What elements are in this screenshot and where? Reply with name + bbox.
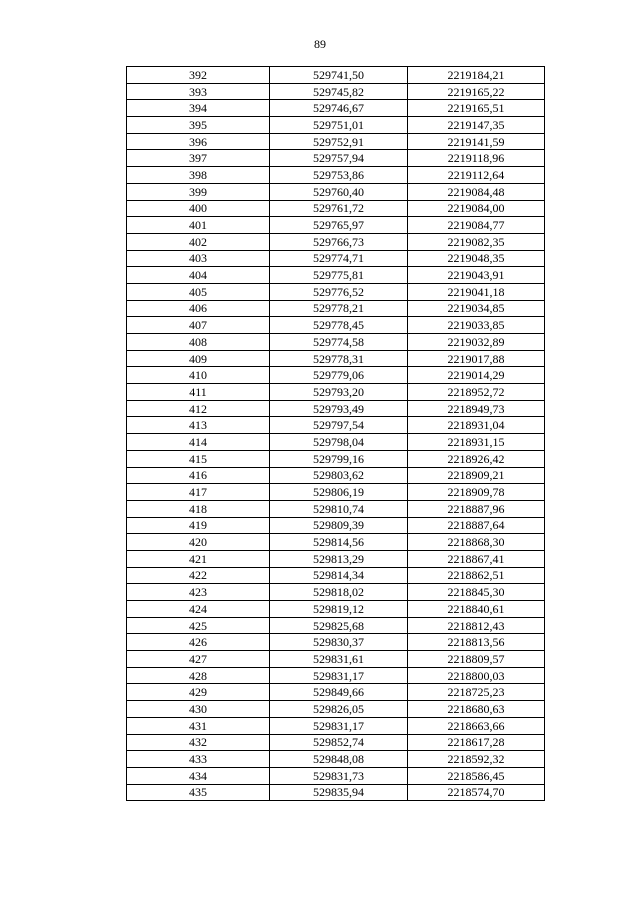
y-coordinate-cell: 2219082,35	[408, 233, 545, 250]
table-row	[127, 534, 545, 551]
x-coordinate-cell: 529753,86	[270, 167, 408, 184]
x-coordinate-cell: 529819,12	[270, 601, 408, 618]
x-coordinate-cell: 529779,06	[270, 367, 408, 384]
x-coordinate-cell: 529848,08	[270, 751, 408, 768]
x-coordinate-cell: 529776,52	[270, 283, 408, 300]
table-row	[127, 550, 545, 567]
y-coordinate-cell: 2218812,43	[408, 617, 545, 634]
x-coordinate-cell: 529746,67	[270, 100, 408, 117]
point-number-cell: 427	[127, 651, 270, 668]
table-row	[127, 300, 545, 317]
point-number-cell: 432	[127, 734, 270, 751]
point-number-cell: 423	[127, 584, 270, 601]
point-number-cell: 417	[127, 484, 270, 501]
point-number-cell: 430	[127, 701, 270, 718]
y-coordinate-cell: 2218800,03	[408, 667, 545, 684]
y-coordinate-cell: 2219165,22	[408, 83, 545, 100]
x-coordinate-cell: 529830,37	[270, 634, 408, 651]
point-number-cell: 433	[127, 751, 270, 768]
x-coordinate-cell: 529818,02	[270, 584, 408, 601]
table-row	[127, 617, 545, 634]
table-row	[127, 784, 545, 801]
x-coordinate-cell: 529826,05	[270, 701, 408, 718]
table-row	[127, 117, 545, 134]
y-coordinate-cell: 2218887,64	[408, 517, 545, 534]
table-row	[127, 651, 545, 668]
table-row	[127, 200, 545, 217]
y-coordinate-cell: 2219032,89	[408, 334, 545, 351]
point-number-cell: 425	[127, 617, 270, 634]
y-coordinate-cell: 2219184,21	[408, 67, 545, 84]
point-number-cell: 421	[127, 550, 270, 567]
table-row	[127, 67, 545, 84]
point-number-cell: 396	[127, 133, 270, 150]
table-row	[127, 400, 545, 417]
x-coordinate-cell: 529760,40	[270, 183, 408, 200]
y-coordinate-cell: 2218909,21	[408, 467, 545, 484]
point-number-cell: 429	[127, 684, 270, 701]
y-coordinate-cell: 2218663,66	[408, 717, 545, 734]
table-row	[127, 434, 545, 451]
point-number-cell: 431	[127, 717, 270, 734]
table-row	[127, 500, 545, 517]
y-coordinate-cell: 2218586,45	[408, 767, 545, 784]
table-row	[127, 350, 545, 367]
table-row	[127, 384, 545, 401]
table-row	[127, 367, 545, 384]
table-row	[127, 767, 545, 784]
table-row	[127, 217, 545, 234]
table-row	[127, 417, 545, 434]
y-coordinate-cell: 2218909,78	[408, 484, 545, 501]
y-coordinate-cell: 2219141,59	[408, 133, 545, 150]
x-coordinate-cell: 529778,45	[270, 317, 408, 334]
table-row	[127, 167, 545, 184]
table-row	[127, 634, 545, 651]
coordinates-table	[126, 66, 545, 801]
y-coordinate-cell: 2218725,23	[408, 684, 545, 701]
table-row	[127, 467, 545, 484]
x-coordinate-cell: 529752,91	[270, 133, 408, 150]
point-number-cell: 394	[127, 100, 270, 117]
x-coordinate-cell: 529751,01	[270, 117, 408, 134]
point-number-cell: 402	[127, 233, 270, 250]
table-row	[127, 701, 545, 718]
y-coordinate-cell: 2219014,29	[408, 367, 545, 384]
point-number-cell: 419	[127, 517, 270, 534]
point-number-cell: 401	[127, 217, 270, 234]
point-number-cell: 397	[127, 150, 270, 167]
point-number-cell: 408	[127, 334, 270, 351]
y-coordinate-cell: 2219165,51	[408, 100, 545, 117]
point-number-cell: 404	[127, 267, 270, 284]
point-number-cell: 424	[127, 601, 270, 618]
x-coordinate-cell: 529765,97	[270, 217, 408, 234]
y-coordinate-cell: 2219084,48	[408, 183, 545, 200]
x-coordinate-cell: 529814,34	[270, 567, 408, 584]
y-coordinate-cell: 2218574,70	[408, 784, 545, 801]
y-coordinate-cell: 2219033,85	[408, 317, 545, 334]
table-row	[127, 684, 545, 701]
y-coordinate-cell: 2218840,61	[408, 601, 545, 618]
y-coordinate-cell: 2219084,77	[408, 217, 545, 234]
point-number-cell: 414	[127, 434, 270, 451]
y-coordinate-cell: 2218931,15	[408, 434, 545, 451]
x-coordinate-cell: 529831,17	[270, 667, 408, 684]
point-number-cell: 405	[127, 283, 270, 300]
y-coordinate-cell: 2219041,18	[408, 283, 545, 300]
table-row	[127, 751, 545, 768]
x-coordinate-cell: 529849,66	[270, 684, 408, 701]
table-row	[127, 334, 545, 351]
x-coordinate-cell: 529757,94	[270, 150, 408, 167]
y-coordinate-cell: 2219048,35	[408, 250, 545, 267]
point-number-cell: 395	[127, 117, 270, 134]
x-coordinate-cell: 529814,56	[270, 534, 408, 551]
y-coordinate-cell: 2219147,35	[408, 117, 545, 134]
point-number-cell: 435	[127, 784, 270, 801]
y-coordinate-cell: 2218813,56	[408, 634, 545, 651]
x-coordinate-cell: 529793,49	[270, 400, 408, 417]
point-number-cell: 412	[127, 400, 270, 417]
table-row	[127, 584, 545, 601]
table-row	[127, 250, 545, 267]
page-number: 89	[314, 37, 326, 51]
point-number-cell: 409	[127, 350, 270, 367]
table-row	[127, 484, 545, 501]
y-coordinate-cell: 2218680,63	[408, 701, 545, 718]
point-number-cell: 413	[127, 417, 270, 434]
y-coordinate-cell: 2218887,96	[408, 500, 545, 517]
point-number-cell: 418	[127, 500, 270, 517]
x-coordinate-cell: 529761,72	[270, 200, 408, 217]
y-coordinate-cell: 2218949,73	[408, 400, 545, 417]
x-coordinate-cell: 529797,54	[270, 417, 408, 434]
table-row	[127, 150, 545, 167]
table-row	[127, 517, 545, 534]
table-row	[127, 267, 545, 284]
x-coordinate-cell: 529809,39	[270, 517, 408, 534]
point-number-cell: 426	[127, 634, 270, 651]
y-coordinate-cell: 2218862,51	[408, 567, 545, 584]
x-coordinate-cell: 529774,58	[270, 334, 408, 351]
x-coordinate-cell: 529852,74	[270, 734, 408, 751]
table-row	[127, 83, 545, 100]
y-coordinate-cell: 2218952,72	[408, 384, 545, 401]
x-coordinate-cell: 529831,17	[270, 717, 408, 734]
y-coordinate-cell: 2218809,57	[408, 651, 545, 668]
table-row	[127, 317, 545, 334]
y-coordinate-cell: 2219017,88	[408, 350, 545, 367]
y-coordinate-cell: 2218845,30	[408, 584, 545, 601]
y-coordinate-cell: 2218617,28	[408, 734, 545, 751]
table-row	[127, 717, 545, 734]
y-coordinate-cell: 2219034,85	[408, 300, 545, 317]
point-number-cell: 403	[127, 250, 270, 267]
point-number-cell: 420	[127, 534, 270, 551]
point-number-cell: 406	[127, 300, 270, 317]
table-row	[127, 283, 545, 300]
x-coordinate-cell: 529798,04	[270, 434, 408, 451]
x-coordinate-cell: 529831,61	[270, 651, 408, 668]
point-number-cell: 415	[127, 450, 270, 467]
y-coordinate-cell: 2218867,41	[408, 550, 545, 567]
y-coordinate-cell: 2219118,96	[408, 150, 545, 167]
point-number-cell: 434	[127, 767, 270, 784]
point-number-cell: 400	[127, 200, 270, 217]
x-coordinate-cell: 529774,71	[270, 250, 408, 267]
table-row	[127, 601, 545, 618]
y-coordinate-cell: 2218868,30	[408, 534, 545, 551]
point-number-cell: 411	[127, 384, 270, 401]
point-number-cell: 428	[127, 667, 270, 684]
table-row	[127, 450, 545, 467]
point-number-cell: 393	[127, 83, 270, 100]
x-coordinate-cell: 529813,29	[270, 550, 408, 567]
x-coordinate-cell: 529835,94	[270, 784, 408, 801]
y-coordinate-cell: 2219084,00	[408, 200, 545, 217]
x-coordinate-cell: 529799,16	[270, 450, 408, 467]
table-row	[127, 133, 545, 150]
point-number-cell: 410	[127, 367, 270, 384]
x-coordinate-cell: 529766,73	[270, 233, 408, 250]
y-coordinate-cell: 2219112,64	[408, 167, 545, 184]
table-row	[127, 183, 545, 200]
y-coordinate-cell: 2218926,42	[408, 450, 545, 467]
point-number-cell: 392	[127, 67, 270, 84]
x-coordinate-cell: 529810,74	[270, 500, 408, 517]
y-coordinate-cell: 2218931,04	[408, 417, 545, 434]
point-number-cell: 399	[127, 183, 270, 200]
table-row	[127, 100, 545, 117]
x-coordinate-cell: 529778,31	[270, 350, 408, 367]
table-row	[127, 567, 545, 584]
point-number-cell: 398	[127, 167, 270, 184]
x-coordinate-cell: 529803,62	[270, 467, 408, 484]
x-coordinate-cell: 529831,73	[270, 767, 408, 784]
x-coordinate-cell: 529778,21	[270, 300, 408, 317]
x-coordinate-cell: 529825,68	[270, 617, 408, 634]
y-coordinate-cell: 2219043,91	[408, 267, 545, 284]
y-coordinate-cell: 2218592,32	[408, 751, 545, 768]
table-row	[127, 667, 545, 684]
table-row	[127, 233, 545, 250]
point-number-cell: 416	[127, 467, 270, 484]
point-number-cell: 407	[127, 317, 270, 334]
x-coordinate-cell: 529745,82	[270, 83, 408, 100]
x-coordinate-cell: 529741,50	[270, 67, 408, 84]
coordinates-table-body	[127, 67, 545, 801]
x-coordinate-cell: 529806,19	[270, 484, 408, 501]
table-row	[127, 734, 545, 751]
x-coordinate-cell: 529775,81	[270, 267, 408, 284]
x-coordinate-cell: 529793,20	[270, 384, 408, 401]
point-number-cell: 422	[127, 567, 270, 584]
